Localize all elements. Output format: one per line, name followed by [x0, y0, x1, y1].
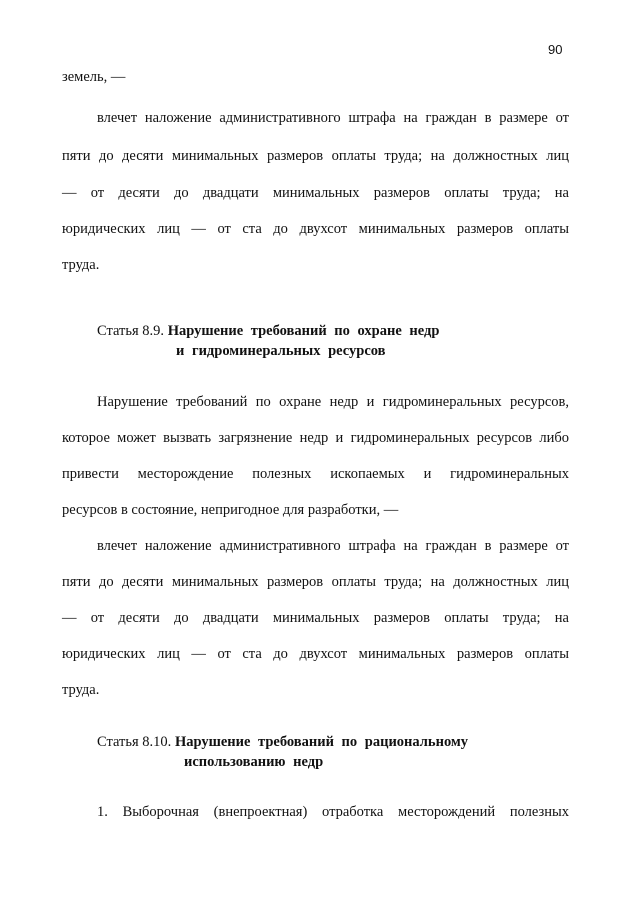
text-line: пяти до десяти минимальных размеров оплаты труда; на должностных лиц — [62, 574, 569, 590]
article-label: Статья 8.10. — [97, 734, 172, 750]
text-line: влечет наложение административного штрафа на граждан в размере от — [97, 110, 569, 126]
article-label: Статья 8.9. — [97, 323, 165, 339]
page-number: 90 — [548, 42, 563, 57]
text-line: ресурсов в состояние, непригодное для разработки, — — [62, 502, 399, 518]
text-line: привести месторождение полезных ископаемых и гидроминеральных — [62, 466, 569, 482]
text-line: Нарушение требований по охране недр и гидроминеральных ресурсов, — [97, 394, 569, 410]
text-line: влечет наложение административного штрафа на граждан в размере от — [97, 538, 569, 554]
text-line: юридических лиц — от ста до двухсот минимальных размеров оплаты — [62, 221, 569, 237]
text-line: юридических лиц — от ста до двухсот минимальных размеров оплаты — [62, 646, 569, 662]
article-title-line2: использованию недр — [184, 754, 324, 770]
article-heading-continued — [176, 342, 386, 360]
article-title: Нарушение требований по охране недр — [167, 323, 440, 339]
article-title: Нарушение требований по рациональному — [174, 734, 469, 750]
article-heading — [97, 322, 439, 340]
article-heading — [97, 733, 468, 751]
article-title-line2: и гидроминеральных ресурсов — [176, 343, 386, 359]
text-line: труда. — [62, 257, 100, 273]
text-line: земель, — — [62, 69, 126, 85]
text-line: которое может вызвать загрязнение недр и гидроминеральных ресурсов либо — [62, 430, 569, 446]
text-line: — от десяти до двадцати минимальных размеров оплаты труда; на — [62, 610, 569, 626]
text-line: труда. — [62, 682, 100, 698]
article-heading-continued — [184, 753, 323, 771]
text-line: — от десяти до двадцати минимальных размеров оплаты труда; на — [62, 185, 569, 201]
text-line: пяти до десяти минимальных размеров оплаты труда; на должностных лиц — [62, 148, 569, 164]
text-line: 1. Выборочная (внепроектная) отработка месторождений полезных — [97, 804, 569, 820]
